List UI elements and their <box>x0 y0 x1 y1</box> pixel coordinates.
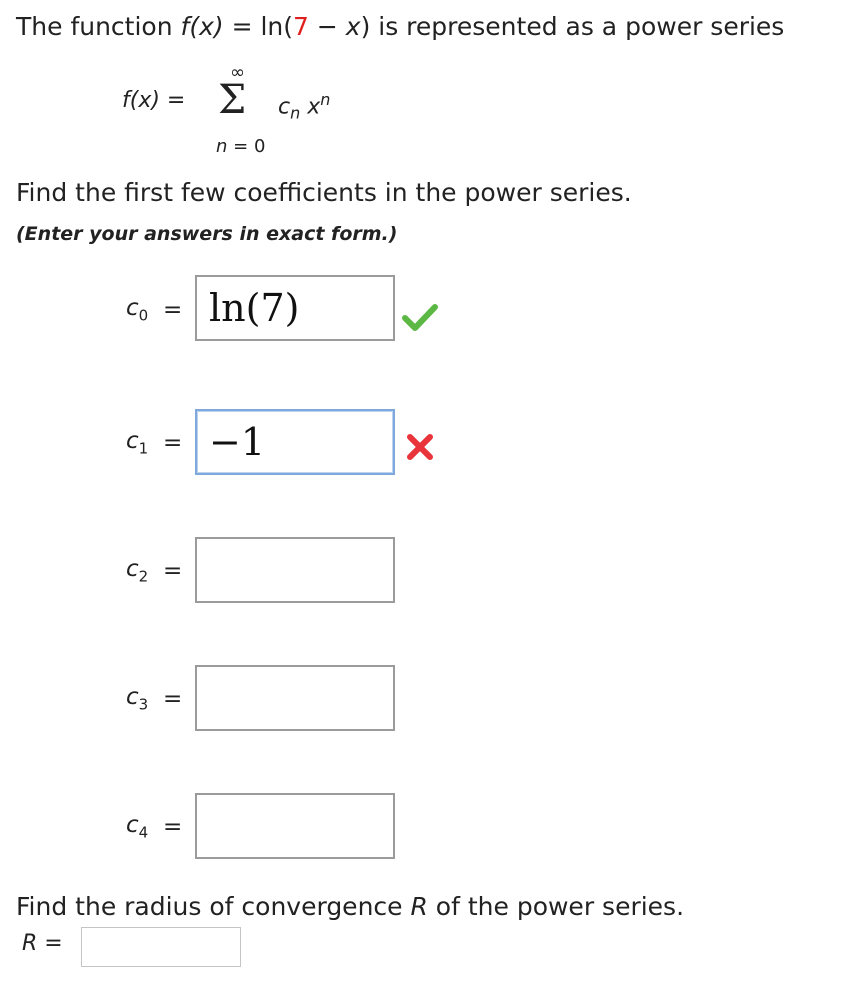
problem-statement: The function f(x) = ln(7 − x) is represented as a power series <box>16 12 785 41</box>
coefficient-label: $c_2$ <box>126 556 149 586</box>
check-icon <box>402 303 438 331</box>
radius-prompt: Find the radius of convergence R of the power series. <box>16 892 685 921</box>
infinity-symbol: ∞ <box>230 62 245 83</box>
sigma-symbol: Σ <box>218 77 247 123</box>
instructions: (Enter your answers in exact form.) <box>16 223 398 245</box>
coefficient-label: $c_1$ <box>126 428 149 458</box>
answer-input-c0[interactable]: ln(7) <box>195 275 395 341</box>
power-series-formula: f(x) = ∞ Σ $c_n$ $x^n$ n = 0 <box>122 62 331 157</box>
x-icon <box>405 432 435 462</box>
answer-input-c2[interactable] <box>195 537 395 603</box>
radius-input[interactable] <box>81 927 241 967</box>
answer-input-c1[interactable]: −1 <box>195 409 395 475</box>
coefficient-label: $c_0$ <box>126 295 149 325</box>
radius-label: R = <box>22 931 63 956</box>
coefficient-label: $c_4$ <box>126 812 149 842</box>
answer-input-c4[interactable] <box>195 793 395 859</box>
coefficient-label: $c_3$ <box>126 684 149 714</box>
coefficients-prompt: Find the first few coefficients in the power series. <box>16 178 632 207</box>
answer-input-c3[interactable] <box>195 665 395 731</box>
